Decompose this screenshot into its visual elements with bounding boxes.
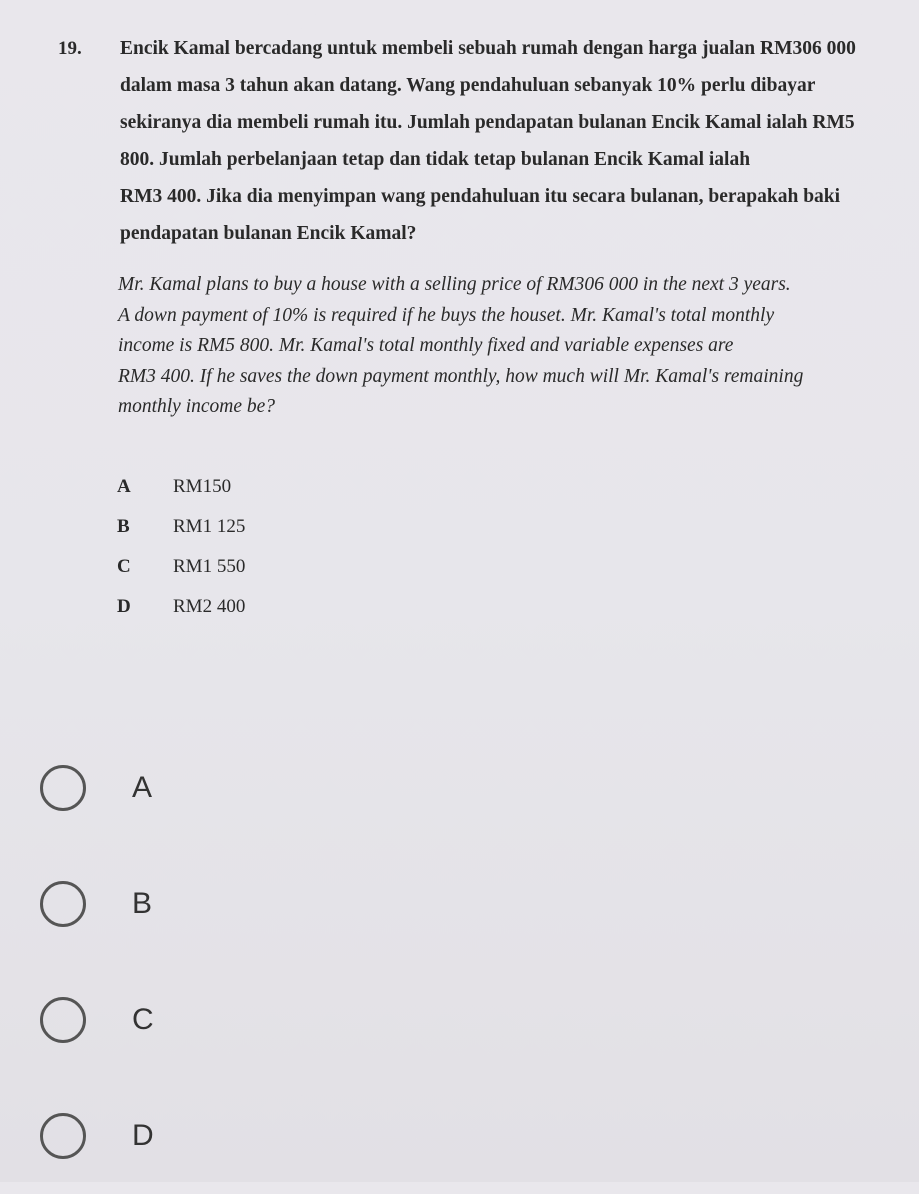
english-line: Mr. Kamal plans to buy a house with a selling price of RM306 000 in the next 3 years. xyxy=(118,274,791,295)
english-line: A down payment of 10% is required if he buys the houset. Mr. Kamal's total monthly xyxy=(118,304,775,326)
option-value: RM2 400 xyxy=(173,596,246,617)
english-line: income is RM5 800. Mr. Kamal's total monthly fixed and variable expenses are xyxy=(118,335,734,356)
radio-button-a[interactable] xyxy=(40,765,86,811)
answer-label[interactable]: C xyxy=(132,1003,154,1036)
malay-line: pendapatan bulanan Encik Kamal? xyxy=(120,223,417,244)
option-list xyxy=(117,467,245,627)
option-value: RM1 550 xyxy=(173,556,246,577)
option-letter: D xyxy=(117,596,131,617)
answer-choice-b[interactable] xyxy=(40,846,154,962)
malay-line: 800. Jumlah perbelanjaan tetap dan tidak tetap bulanan Encik Kamal ialah xyxy=(120,149,751,170)
option-c xyxy=(117,547,245,587)
option-value: RM1 125 xyxy=(173,516,246,537)
option-d xyxy=(117,587,245,627)
option-letter: C xyxy=(117,556,131,577)
english-line: RM3 400. If he saves the down payment monthly, how much will Mr. Kamal's remaining xyxy=(118,365,804,387)
option-b xyxy=(117,507,245,547)
option-letter: B xyxy=(117,516,130,537)
radio-button-d[interactable] xyxy=(40,1113,86,1159)
english-line: monthly income be? xyxy=(118,396,276,417)
answer-label[interactable]: D xyxy=(132,1119,154,1152)
question-number: 19. xyxy=(58,38,82,59)
option-a xyxy=(117,467,245,507)
malay-line: RM3 400. Jika dia menyimpan wang pendahuluan itu secara bulanan, berapakah baki xyxy=(120,186,841,207)
malay-line: sekiranya dia membeli rumah itu. Jumlah pendapatan bulanan Encik Kamal ialah RM5 xyxy=(120,112,855,133)
answer-choices xyxy=(40,730,154,1194)
question-text-malay xyxy=(120,30,880,252)
answer-choice-a[interactable] xyxy=(40,730,154,846)
radio-button-b[interactable] xyxy=(40,881,86,927)
answer-choice-d[interactable] xyxy=(40,1078,154,1194)
radio-button-c[interactable] xyxy=(40,997,86,1043)
option-letter: A xyxy=(117,476,131,497)
answer-label[interactable]: A xyxy=(132,771,153,804)
malay-line: Encik Kamal bercadang untuk membeli sebuah rumah dengan harga jualan RM306 000 xyxy=(120,38,856,59)
answer-choice-c[interactable] xyxy=(40,962,154,1078)
malay-line: dalam masa 3 tahun akan datang. Wang pendahuluan sebanyak 10% perlu dibayar xyxy=(120,75,816,96)
question-text-english xyxy=(118,270,883,423)
answer-label[interactable]: B xyxy=(132,887,153,920)
option-value: RM150 xyxy=(173,476,232,497)
